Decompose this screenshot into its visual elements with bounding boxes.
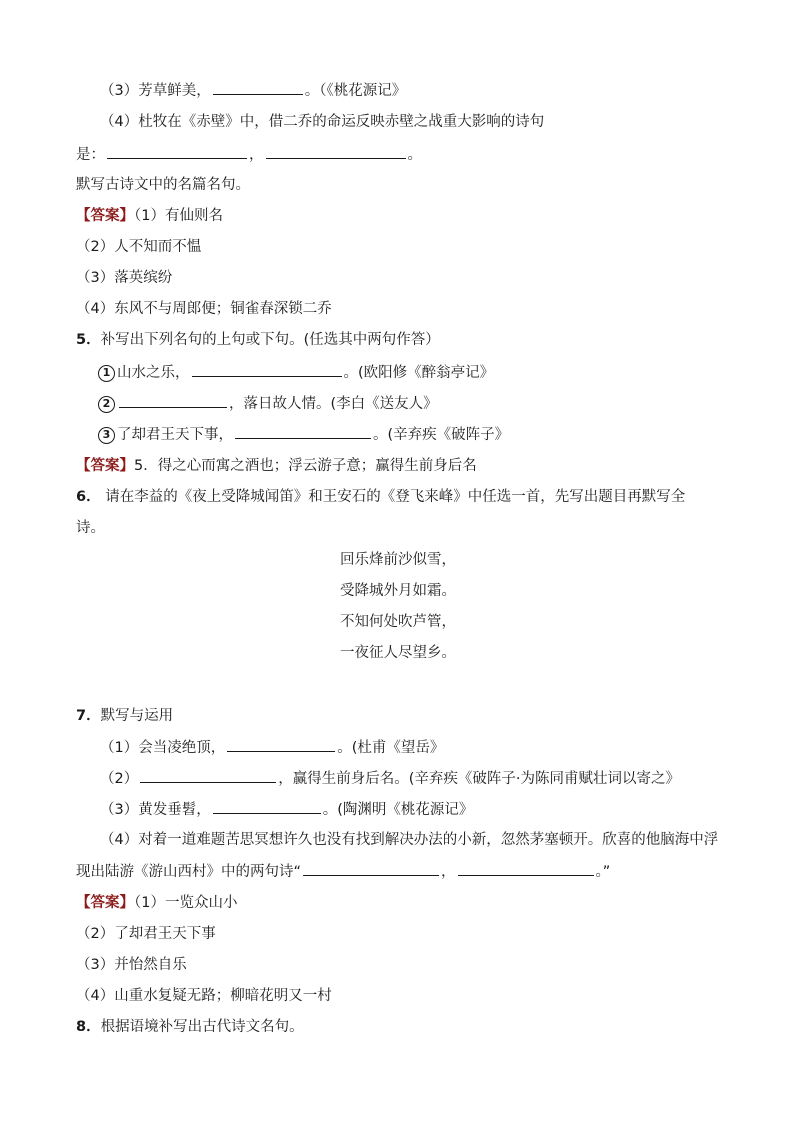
answer-blank[interactable] bbox=[235, 424, 371, 439]
answer-tag: 【答案】 bbox=[76, 208, 134, 224]
q4-answer-3: （3）落英缤纷 bbox=[76, 270, 173, 286]
q6-stem-line1: 6． 请在李益的《夜上受降城闻笛》和王安石的《登飞来峰》中任选一首，先写出题目再默写全 bbox=[76, 489, 686, 505]
q5-item-1: 1 山水之乐， 。(欧阳修《醉翁亭记》 bbox=[98, 362, 494, 382]
q7-item-1: （1）会当凌绝顶， 。(杜甫《望岳》 bbox=[100, 737, 444, 757]
q7-answer-4: （4）山重水复疑无路；柳暗花明又一村 bbox=[76, 988, 332, 1004]
poem-line: 回乐烽前沙似雪， bbox=[340, 552, 456, 568]
q4-item4-line2: 是： ， 。 bbox=[76, 144, 422, 164]
q7-answer-1: 【答案】（1）一览众山小 bbox=[76, 895, 238, 911]
q7-answer-2: （2）了却君王天下事 bbox=[76, 926, 216, 942]
q7-item4-line1: （4）对着一道难题苦思冥想许久也没有找到解决办法的小新，忽然茅塞顿开。欣喜的他脑海中浮 bbox=[100, 832, 719, 848]
q5-item-3: 3 了却君王天下事， 。(辛弃疾《破阵子》 bbox=[98, 424, 509, 444]
q4-instruction: 默写古诗文中的名篇名句。 bbox=[76, 177, 250, 193]
answer-blank[interactable] bbox=[213, 80, 303, 95]
q6-stem-line2: 诗。 bbox=[76, 520, 105, 536]
q4-answer-4: （4）东风不与周郎便；铜雀春深锁二乔 bbox=[76, 301, 332, 317]
answer-blank[interactable] bbox=[140, 768, 276, 783]
q7-item4-line2: 现出陆游《游山西村》中的两句诗“ ， 。” bbox=[76, 861, 610, 881]
answer-blank[interactable] bbox=[458, 861, 594, 876]
q5-stem: 5．补写出下列名句的上句或下句。(任选其中两句作答） bbox=[76, 332, 440, 348]
q5-answer: 【答案】5．得之心而寓之酒也；浮云游子意；赢得生前身后名 bbox=[76, 458, 477, 474]
circled-number: 3 bbox=[98, 427, 115, 444]
answer-blank[interactable] bbox=[227, 737, 335, 752]
circled-number: 1 bbox=[98, 365, 115, 382]
q8-stem: 8．根据语境补写出古代诗文名句。 bbox=[76, 1019, 304, 1035]
q5-item-2: 2 ，落日故人情。(李白《送友人》 bbox=[98, 393, 438, 413]
answer-blank[interactable] bbox=[107, 144, 247, 159]
q4-answer-1: 【答案】（1）有仙则名 bbox=[76, 208, 223, 224]
answer-blank[interactable] bbox=[303, 861, 439, 876]
poem-line: 受降城外月如霜。 bbox=[340, 583, 456, 599]
answer-blank[interactable] bbox=[266, 144, 406, 159]
answer-tag: 【答案】 bbox=[76, 458, 134, 474]
q4-answer-2: （2）人不知而不愠 bbox=[76, 239, 202, 255]
q4-item3: （3）芳草鲜美， 。（《桃花源记》 bbox=[100, 80, 406, 100]
answer-blank[interactable] bbox=[119, 393, 227, 408]
poem-line: 不知何处吹芦管， bbox=[340, 614, 456, 630]
answer-blank[interactable] bbox=[192, 362, 342, 377]
circled-number: 2 bbox=[98, 396, 115, 413]
answer-tag: 【答案】 bbox=[76, 895, 134, 911]
q7-item-3: （3）黄发垂髫， 。(陶渊明《桃花源记》 bbox=[100, 799, 473, 819]
answer-blank[interactable] bbox=[213, 799, 321, 814]
q7-answer-3: （3）并怡然自乐 bbox=[76, 957, 187, 973]
poem-line: 一夜征人尽望乡。 bbox=[340, 645, 456, 661]
q4-item4-line1: （4）杜牧在《赤壁》中，借二乔的命运反映赤壁之战重大影响的诗句 bbox=[100, 114, 545, 130]
q7-stem: 7．默写与运用 bbox=[76, 708, 174, 724]
q7-item-2: （2） ，赢得生前身后名。(辛弃疾《破阵子·为陈同甫赋壮词以寄之》 bbox=[100, 768, 680, 788]
